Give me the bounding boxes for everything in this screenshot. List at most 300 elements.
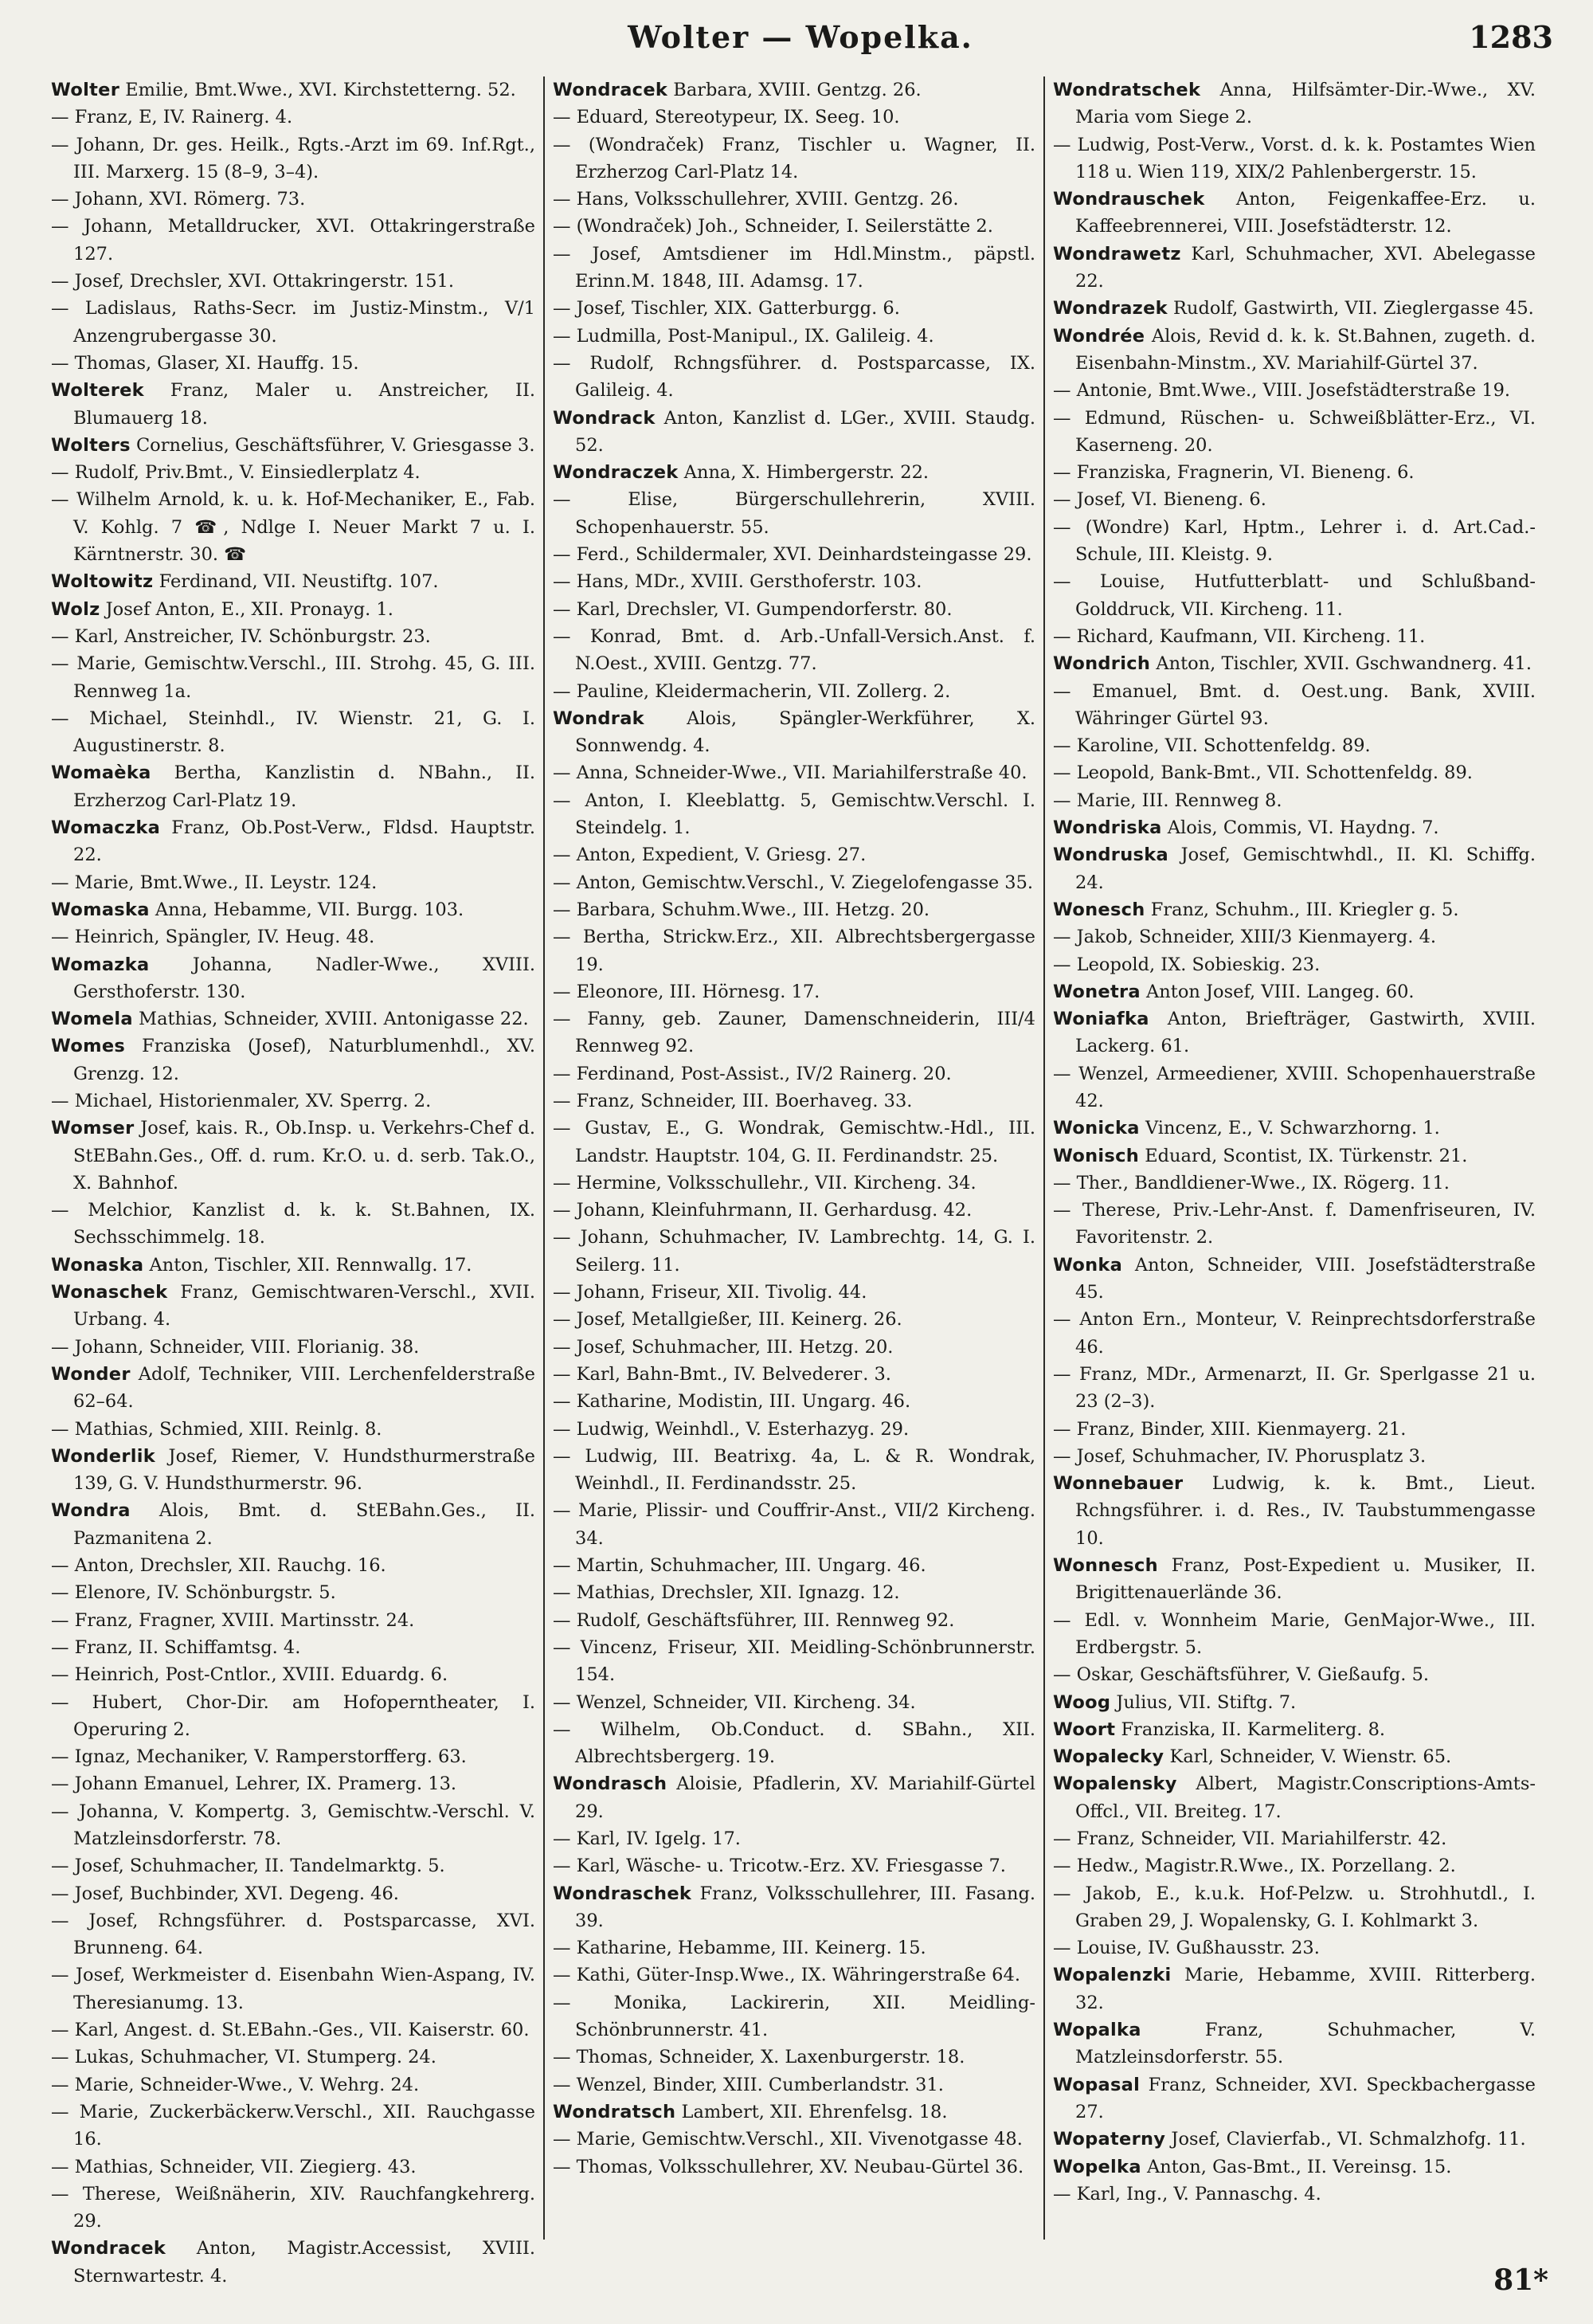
directory-entry — [1053, 2154, 1536, 2181]
directory-entry — [51, 1907, 535, 1962]
entry-text: Mathias, Schneider, XVIII. Antonigasse 22. — [132, 1009, 529, 1030]
entry-text: — Kathi, Güter-Insp.Wwe., IX. Währingerstraße 64. — [553, 1965, 1020, 1986]
entry-text: — Hans, Volksschullehrer, XVIII. Gentzg. 26. — [553, 189, 959, 210]
directory-entry — [553, 978, 1035, 1005]
entry-text: Anton, Briefträger, Gastwirth, XVIII. Lackerg. 61. — [1075, 1009, 1536, 1057]
entry-text: — Franz, Schneider, III. Boerhaveg. 33. — [553, 1090, 913, 1111]
directory-entry — [553, 2071, 1035, 2099]
directory-entry — [51, 1852, 535, 1879]
directory-entry — [553, 405, 1035, 460]
running-head: Wolter — Wopelka. — [628, 19, 973, 55]
entry-text: — Marie, Bmt.Wwe., II. Leystr. 124. — [51, 872, 378, 893]
surname: Wondriska — [1053, 817, 1162, 839]
entry-text: — Johann, Metalldrucker, XVI. Ottakringerstraße 127. — [51, 216, 535, 265]
entry-text: — Franz, II. Schiffamtsg. 4. — [51, 1636, 301, 1658]
directory-entry — [51, 623, 535, 650]
sheet-signature: 81* — [1493, 2263, 1548, 2297]
entry-text: — Johann, Friseur, XII. Tivolig. 44. — [553, 1282, 867, 1303]
directory-entry — [1053, 787, 1536, 814]
directory-entry — [553, 1088, 1035, 1115]
entry-text: — Karoline, VII. Schottenfeldg. 89. — [1053, 735, 1371, 757]
directory-entry — [1053, 295, 1536, 322]
entry-text: — Eduard, Stereotypeur, IX. Seeg. 10. — [553, 107, 900, 128]
surname: Wondrich — [1053, 653, 1151, 675]
entry-text: Albert, Magistr.Conscriptions-Amts-Offcl., VII. Breiteg. 17. — [1075, 1773, 1536, 1822]
directory-entry — [553, 1961, 1035, 1989]
directory-entry — [1053, 1252, 1536, 1307]
directory-entry — [1053, 2016, 1536, 2071]
page-number: 1283 — [1469, 19, 1553, 55]
directory-entry — [51, 2154, 535, 2181]
directory-entry — [1053, 1934, 1536, 1961]
entry-text: — Marie, Zuckerbäckerw.Verschl., XII. Rauchgasse 16. — [51, 2101, 535, 2150]
column-2 — [543, 76, 1043, 2240]
entry-text: Josef, Riemer, V. Hundsthurmerstraße 139, G. V. Hundsthurmerstr. 96. — [73, 1445, 535, 1495]
directory-entry — [553, 1306, 1035, 1333]
surname: Wondrasch — [553, 1773, 667, 1795]
entry-text: — Vincenz, Friseur, XII. Meidling-Schönbrunnerstr. 154. — [553, 1636, 1035, 1686]
directory-entry — [51, 2235, 535, 2290]
entry-text: — Josef, Metallgießer, III. Keinerg. 26. — [553, 1309, 902, 1331]
directory-entry — [1053, 759, 1536, 786]
directory-entry — [553, 1279, 1035, 1306]
entry-text: — Mathias, Schmied, XIII. Reinlg. 8. — [51, 1418, 382, 1440]
directory-entry — [51, 2099, 535, 2154]
entry-text: — Ludwig, Weinhdl., V. Esterhazyg. 29. — [553, 1418, 910, 1440]
entry-text: Anton, Magistr.Accessist, XVIII. Sternwartestr. 4. — [73, 2238, 535, 2287]
directory-entry — [1053, 1361, 1536, 1416]
entry-text: — Josef, Schuhmacher, III. Hetzg. 20. — [553, 1336, 894, 1358]
entry-text: Anton, Schneider, VIII. Josefstädterstraße 45. — [1075, 1254, 1536, 1303]
entry-text: — Ther., Bandldiener-Wwe., IX. Rögerg. 11. — [1053, 1172, 1450, 1193]
directory-entry — [51, 1497, 535, 1552]
entry-text: — Karl, Wäsche- u. Tricotw.-Erz. XV. Friesgasse 7. — [553, 1856, 1006, 1877]
directory-entry — [553, 678, 1035, 705]
entry-text: — Johann, Kleinfuhrmann, II. Gerhardusg. 42. — [553, 1200, 973, 1221]
directory-entry — [51, 1961, 535, 2016]
entry-text: Alois, Spängler-Werkführer, X. Sonnwendg. 4. — [575, 707, 1035, 757]
directory-entry — [553, 295, 1035, 322]
directory-entry — [51, 814, 535, 869]
entry-text: — Rudolf, Rchngsführer. d. Postsparcasse, IX. Galileig. 4. — [553, 352, 1035, 402]
directory-entry — [553, 1634, 1035, 1689]
surname: Wondrée — [1053, 325, 1145, 347]
entry-text: Bertha, Kanzlistin d. NBahn., II. Erzherzog Carl-Platz 19. — [73, 762, 535, 811]
entry-text: — Michael, Steinhdl., IV. Wienstr. 21, G. I. Augustinerstr. 8. — [51, 707, 535, 757]
surname: Wonetra — [1053, 981, 1141, 1002]
surname: Wolterek — [51, 380, 144, 402]
directory-entry — [51, 1416, 535, 1443]
surname: Womaèka — [51, 762, 151, 784]
directory-entry — [51, 596, 535, 623]
surname: Wondrack — [553, 407, 656, 429]
entry-text: — Elenore, IV. Schönburgstr. 5. — [51, 1582, 336, 1604]
entry-text: — Bertha, Strickw.Erz., XII. Albrechtsbergergasse 19. — [553, 927, 1035, 975]
entry-text: — Katharine, Modistin, III. Ungarg. 46. — [553, 1391, 911, 1413]
entry-text: — Franz, MDr., Armenarzt, II. Gr. Sperlgasse 21 u. 23 (2–3). — [1053, 1363, 1536, 1413]
entry-text: — Josef, Buchbinder, XVI. Degeng. 46. — [51, 1883, 399, 1904]
directory-entry — [553, 1443, 1035, 1498]
entry-text: — Barbara, Schuhm.Wwe., III. Hetzg. 20. — [553, 899, 930, 920]
entry-text: — Jakob, Schneider, XIII/3 Kienmayerg. 4. — [1053, 927, 1437, 948]
entry-text: — Rudolf, Geschäftsführer, III. Rennweg 92. — [553, 1609, 955, 1631]
directory-entry — [553, 486, 1035, 541]
entry-text: — Hedw., Magistr.R.Wwe., IX. Porzellang. 2. — [1053, 1856, 1456, 1877]
surname: Wopalensky — [1053, 1773, 1177, 1795]
directory-entry — [51, 350, 535, 377]
entry-text: Vincenz, E., V. Schwarzhorng. 1. — [1139, 1118, 1440, 1139]
entry-text: — Melchior, Kanzlist d. k. k. St.Bahnen, IX. Sechsschimmelg. 18. — [51, 1200, 535, 1248]
entry-text: Rudolf, Gastwirth, VII. Zieglergasse 45. — [1167, 298, 1534, 319]
entry-text: Anna, Hebamme, VII. Burgg. 103. — [149, 899, 464, 920]
directory-entry — [51, 759, 535, 814]
entry-text: — Hans, MDr., XVIII. Gersthoferstr. 103. — [553, 571, 922, 593]
directory-entry — [553, 841, 1035, 868]
directory-entry — [51, 1579, 535, 1606]
entry-text: — Martin, Schuhmacher, III. Ungarg. 46. — [553, 1555, 926, 1577]
directory-entry — [553, 1607, 1035, 1634]
entry-text: — (Wondraček) Joh., Schneider, I. Seilerstätte 2. — [553, 216, 993, 237]
entry-text: Alois, Bmt. d. StEBahn.Ges., II. Pazmanitena 2. — [73, 1500, 535, 1549]
directory-entry — [51, 268, 535, 295]
directory-entry — [1053, 1197, 1536, 1252]
surname: Woltowitz — [51, 571, 154, 593]
entry-text: — (Wondre) Karl, Hptm., Lehrer i. d. Art.Cad.-Schule, III. Kleistg. 9. — [1053, 516, 1536, 566]
directory-entry — [553, 186, 1035, 213]
entry-text: — Karl, Anstreicher, IV. Schönburgstr. 23. — [51, 625, 431, 647]
entry-text: — Wilhelm Arnold, k. u. k. Hof-Mechaniker, E., Fab. V. Kohlg. 7 ☎, Ndlge I. Neuer Markt 7 u. I. Kärntnerstr. 30. ☎ — [51, 489, 535, 566]
entry-text: — Josef, Werkmeister d. Eisenbahn Wien-Aspang, IV. Theresianumg. 13. — [51, 1965, 535, 2013]
entry-text: — Ludwig, Post-Verw., Vorst. d. k. k. Postamtes Wien 118 u. Wien 119, XIX/2 Pahlenbergerstr. 15. — [1053, 134, 1536, 182]
surname: Wondratsch — [553, 2101, 676, 2122]
surname: Wopelka — [1053, 2156, 1141, 2177]
directory-entry — [51, 1443, 535, 1498]
directory-entry — [553, 1060, 1035, 1088]
directory-entry — [51, 1361, 535, 1416]
directory-entry — [553, 459, 1035, 486]
entry-text: Franz, Maler u. Anstreicher, II. Blumauerg 18. — [73, 380, 535, 429]
directory-entry — [553, 131, 1035, 186]
entry-text: Karl, Schuhmacher, XVI. Abelegasse 22. — [1075, 243, 1536, 292]
entry-text: — Hubert, Chor-Dir. am Hofoperntheater, I. Operuring 2. — [51, 1691, 535, 1740]
directory-entry — [553, 2126, 1035, 2153]
directory-entry — [51, 186, 535, 213]
directory-entry — [553, 1770, 1035, 1825]
surname: Wonnesch — [1053, 1555, 1158, 1577]
surname: Woniafka — [1053, 1009, 1149, 1030]
surname: Wondraczek — [553, 462, 679, 484]
directory-entry — [553, 1361, 1035, 1388]
directory-entry — [553, 1934, 1035, 1961]
surname: Wonaschek — [51, 1282, 168, 1303]
entry-text: Aloisie, Pfadlerin, XV. Mariahilf-Gürtel 29. — [575, 1773, 1035, 1822]
directory-entry — [553, 869, 1035, 896]
entry-text: — Jakob, E., k.u.k. Hof-Pelzw. u. Strohhutdl., I. Graben 29, J. Wopalensky, G. I. Kohlmarkt 3. — [1053, 1883, 1536, 1931]
directory-entry — [51, 869, 535, 896]
surname: Wondruska — [1053, 845, 1168, 866]
directory-entry — [553, 2154, 1035, 2181]
entry-text: — Leopold, IX. Sobieskig. 23. — [1053, 954, 1321, 975]
entry-text: — Konrad, Bmt. d. Arb.-Unfall-Versich.Anst. f. N.Oest., XVIII. Gentzg. 77. — [553, 625, 1035, 675]
directory-entry — [553, 1880, 1035, 1935]
entry-text: — Karl, Ing., V. Pannaschg. 4. — [1053, 2183, 1321, 2204]
directory-entry — [51, 213, 535, 268]
surname: Wondratschek — [1053, 80, 1201, 100]
surname: Wopalecky — [1053, 1746, 1164, 1768]
directory-entry — [51, 377, 535, 432]
directory-entry — [1053, 1770, 1536, 1825]
entry-text: — Therese, Weißnäherin, XIV. Rauchfangkehrerg. 29. — [51, 2183, 535, 2232]
directory-entry — [553, 759, 1035, 786]
entry-text: Anton, Gas-Bmt., II. Vereinsg. 15. — [1141, 2156, 1452, 2177]
entry-text: — Thomas, Schneider, X. Laxenburgerstr. 18. — [553, 2047, 965, 2068]
directory-entry — [1053, 186, 1536, 241]
entry-text: — Marie, Gemischtw.Verschl., III. Strohg. 45, G. III. Rennweg 1a. — [51, 653, 535, 702]
entry-text: — Ignaz, Mechaniker, V. Ramperstorfferg. 63. — [51, 1746, 467, 1768]
directory-entry — [1053, 1552, 1536, 1607]
entry-text: — Franz, Binder, XIII. Kienmayerg. 21. — [1053, 1418, 1407, 1440]
directory-entry — [51, 705, 535, 760]
directory-entry — [1053, 1961, 1536, 2016]
directory-entry — [51, 76, 535, 104]
entry-text: — Ferdinand, Post-Assist., IV/2 Rainerg. 20. — [553, 1063, 952, 1084]
entry-text: — Fanny, geb. Zauner, Damenschneiderin, III/4 Rennweg 92. — [553, 1009, 1035, 1057]
surname: Womes — [51, 1036, 126, 1057]
directory-entry — [51, 1279, 535, 1334]
entry-text: — Karl, Bahn-Bmt., IV. Belvederег. 3. — [553, 1363, 891, 1385]
entry-text: — Josef, Tischler, XIX. Gatterburgg. 6. — [553, 298, 900, 319]
entry-text: — Wenzel, Schneider, VII. Kircheng. 34. — [553, 1691, 916, 1713]
surname: Wopaterny — [1053, 2129, 1166, 2150]
entry-text: — Katharine, Hebamme, III. Keinerg. 15. — [553, 1938, 926, 1959]
entry-text: Anton, Kanzlist d. LGer., XVIII. Staudg. 52. — [575, 407, 1035, 456]
page-header — [48, 8, 1553, 72]
surname: Wondrazek — [1053, 298, 1168, 319]
surname: Wondracek — [51, 2238, 166, 2259]
surname: Wonka — [1053, 1254, 1123, 1276]
entry-text: — Josef, Schuhmacher, II. Tandelmarktg. 5. — [51, 1856, 445, 1877]
surname: Womaska — [51, 899, 150, 920]
directory-entry — [51, 1880, 535, 1907]
directory-entry — [1053, 76, 1536, 131]
surname: Womser — [51, 1118, 135, 1139]
directory-entry — [1053, 514, 1536, 569]
entry-text: — Thomas, Glaser, XI. Hauffg. 15. — [51, 352, 359, 374]
directory-entry — [51, 568, 535, 595]
entry-text: — Josef, Schuhmacher, IV. Phorusplatz 3. — [1053, 1445, 1427, 1467]
entry-text: Josef Anton, E., XII. Pronayg. 1. — [100, 598, 393, 620]
entry-text: — Johann, Dr. ges. Heilk., Rgts.-Arzt im 69. Inf.Rgt., III. Marxerg. 15 (8–9, 3–4). — [51, 134, 535, 182]
entry-text: Johanna, Nadler-Wwe., XVIII. Gersthoferstr. 130. — [73, 954, 535, 1002]
entry-text: Julius, VII. Stiftg. 7. — [1110, 1691, 1297, 1713]
entry-text: Alois, Revid d. k. k. St.Bahnen, zugeth. d. Eisenbahn-Minstm., XV. Mariahilf-Gürtel 37. — [1075, 325, 1536, 374]
entry-text: — Josef, Rchngsführer. d. Postsparcasse, XVI. Brunneng. 64. — [51, 1910, 535, 1959]
directory-entry — [1053, 623, 1536, 650]
directory-entry — [553, 568, 1035, 595]
surname: Woog — [1053, 1691, 1111, 1713]
directory-entry — [51, 2044, 535, 2071]
directory-entry — [1053, 1852, 1536, 1879]
entry-text: — Josef, Amtsdiener im Hdl.Minstm., päpstl. Erinn.M. 1848, III. Adamsg. 17. — [553, 243, 1035, 292]
entry-text: — Marie, III. Rennweg 8. — [1053, 790, 1282, 811]
directory-entry — [553, 596, 1035, 623]
directory-entry — [51, 1115, 535, 1197]
directory-entry — [1053, 2071, 1536, 2126]
entry-text: Franz, Schneider, XVI. Speckbachergasse 27. — [1075, 2074, 1536, 2122]
directory-entry — [553, 323, 1035, 350]
entry-text: — Mathias, Drechsler, XII. Ignazg. 12. — [553, 1582, 900, 1604]
directory-entry — [553, 350, 1035, 405]
entry-text: — Anton, Expedient, V. Griesg. 27. — [553, 845, 867, 866]
surname: Wondrawetz — [1053, 243, 1181, 265]
directory-entry — [51, 486, 535, 568]
entry-text: Franz, Ob.Post-Verw., Fldsd. Hauptstr. 22. — [73, 817, 535, 866]
entry-text: — Emanuel, Bmt. d. Oest.ung. Bank, XVIII. Währinger Gürtel 93. — [1053, 680, 1536, 729]
entry-text: — Anton, I. Kleeblattg. 5, Gemischtw.Verschl. I. Steindelg. 1. — [553, 790, 1035, 839]
directory-entry — [1053, 1825, 1536, 1852]
entry-text: Anna, Hilfsämter-Dir.-Wwe., XV. Maria vom Siege 2. — [1075, 80, 1536, 128]
entry-text: Alois, Commis, VI. Haydng. 7. — [1161, 817, 1439, 839]
directory-entry — [553, 1852, 1035, 1879]
directory-entry — [51, 1798, 535, 1853]
directory-entry — [51, 1689, 535, 1744]
directory-entry — [51, 1552, 535, 1579]
directory-entry — [1053, 814, 1536, 841]
entry-text: — Johann, Schneider, VIII. Florianig. 38. — [51, 1336, 420, 1358]
entry-text: Ferdinand, VII. Neustiftg. 107. — [153, 571, 439, 593]
directory-entry — [51, 951, 535, 1006]
entry-text: Anton Josef, VIII. Langeg. 60. — [1140, 981, 1415, 1002]
directory-entry — [51, 2071, 535, 2099]
entry-text: Cornelius, Geschäftsführer, V. Griesgasse 3. — [130, 434, 535, 456]
directory-entry — [553, 896, 1035, 923]
entry-text: — Wenzel, Armeediener, XVIII. Schopenhauerstraße 42. — [1053, 1063, 1536, 1111]
column-1 — [43, 76, 543, 2287]
entry-text: Franz, Gemischtwaren-Verschl., XVII. Urbang. 4. — [73, 1282, 535, 1331]
directory-entry — [51, 2016, 535, 2044]
directory-entry — [51, 1661, 535, 1688]
directory-entry — [553, 1689, 1035, 1716]
surname: Womazka — [51, 954, 150, 975]
entry-text: — Pauline, Kleidermacherin, VII. Zollerg. 2. — [553, 680, 951, 702]
directory-entry — [553, 1224, 1035, 1279]
directory-entry — [1053, 896, 1536, 923]
entry-text: — Wenzel, Binder, XIII. Cumberlandstr. 31. — [553, 2074, 944, 2095]
entry-text: — Anton, Drechsler, XII. Rauchg. 16. — [51, 1555, 386, 1577]
entry-text: — Lukas, Schuhmacher, VI. Stumperg. 24. — [51, 2047, 436, 2068]
directory-entry — [51, 2181, 535, 2236]
directory-entry — [553, 541, 1035, 568]
directory-entry — [51, 131, 535, 186]
directory-entry — [1053, 1443, 1536, 1470]
directory-entry — [1053, 323, 1536, 378]
entry-text: — Johanna, V. Kompertg. 3, Gemischtw.-Verschl. V. Matzleinsdorferstr. 78. — [51, 1801, 535, 1849]
directory-entry — [51, 1334, 535, 1361]
directory-entry — [553, 1197, 1035, 1224]
entry-text: — Ferd., Schildermaler, XVI. Deinhardsteingasse 29. — [553, 544, 1032, 566]
directory-entry — [1053, 1880, 1536, 1935]
directory-entry — [51, 1770, 535, 1797]
directory-entry — [1053, 732, 1536, 759]
entry-text: — Louise, IV. Gußhausstr. 23. — [1053, 1938, 1320, 1959]
directory-entry — [1053, 241, 1536, 296]
directory-entry — [1053, 459, 1536, 486]
directory-entry — [553, 2099, 1035, 2126]
entry-text: — Richard, Kaufmann, VII. Kircheng. 11. — [1053, 625, 1426, 647]
directory-entry — [553, 1388, 1035, 1415]
directory-entry — [1053, 377, 1536, 404]
directory-entry — [51, 459, 535, 486]
entry-text: — Josef, VI. Bieneng. 6. — [1053, 489, 1266, 511]
directory-entry — [553, 787, 1035, 842]
surname: Wolz — [51, 598, 100, 620]
directory-entry — [51, 432, 535, 459]
surname: Wonderlik — [51, 1445, 156, 1467]
directory-entry — [1053, 1060, 1536, 1115]
entry-text: Franziska (Josef), Naturblumenhdl., XV. Grenzg. 12. — [73, 1036, 535, 1084]
entry-text: — Ludmilla, Post-Manipul., IX. Galileig. 4. — [553, 325, 934, 347]
directory-entry — [1053, 1142, 1536, 1170]
directory-entry — [1053, 1470, 1536, 1552]
entry-text: — Marie, Plissir- und Couffrir-Anst., VII/2 Kircheng. 34. — [553, 1500, 1035, 1549]
entry-text: Franz, Volksschullehrer, III. Fasang. 39. — [575, 1883, 1035, 1931]
column-3 — [1043, 76, 1544, 2240]
directory-entry — [1053, 1306, 1536, 1361]
entry-text: — Oskar, Geschäftsführer, V. Gießaufg. 5. — [1053, 1664, 1430, 1686]
entry-text: — Ludwig, III. Beatrixg. 4a, L. & R. Wondrak, Weinhdl., II. Ferdinandsstr. 25. — [553, 1445, 1035, 1495]
directory-entry — [553, 1579, 1035, 1606]
surname: Wopasal — [1053, 2074, 1141, 2095]
entry-text: — Franziska, Fragnerin, VI. Bieneng. 6. — [1053, 462, 1415, 484]
entry-text: — Ladislaus, Raths-Secr. im Justiz-Minstm., V/1 Anzengrubergasse 30. — [51, 298, 535, 347]
surname: Wondrauschek — [1053, 189, 1205, 210]
directory-entry — [553, 1005, 1035, 1060]
entry-text: — Mathias, Schneider, VII. Ziegierg. 43. — [51, 2156, 417, 2177]
directory-entry — [51, 295, 535, 350]
surname: Wondracek — [553, 80, 668, 100]
entry-text: Franz, Schuhm., III. Kriegler g. 5. — [1145, 899, 1459, 920]
directory-entry — [51, 1607, 535, 1634]
entry-text: Josef, Gemischtwhdl., II. Kl. Schiffg. 24. — [1075, 845, 1536, 893]
entry-text: Barbara, XVIII. Gentzg. 26. — [667, 80, 922, 100]
directory-entry — [553, 1416, 1035, 1443]
entry-text: Josef, Clavierfab., VI. Schmalzhofg. 11. — [1165, 2129, 1526, 2150]
surname: Wopalka — [1053, 2020, 1141, 2041]
surname: Woort — [1053, 1719, 1116, 1740]
entry-text: Karl, Schneider, V. Wienstr. 65. — [1164, 1746, 1452, 1768]
entry-text: — (Wondraček) Franz, Tischler u. Wagner, II. Erzherzog Carl-Platz 14. — [553, 134, 1035, 182]
directory-entry — [553, 104, 1035, 131]
surname: Wopalenzki — [1053, 1965, 1172, 1986]
entry-text: — Louise, Hutfutterblatt- und Schlußband-Golddruck, VII. Kircheng. 11. — [1053, 571, 1536, 620]
directory-entry — [1053, 1743, 1536, 1770]
directory-entry — [553, 241, 1035, 296]
directory-entry — [553, 1170, 1035, 1197]
entry-text: Anton, Feigenkaffee-Erz. u. Kaffeebrennerei, VIII. Josefstädterstr. 12. — [1075, 189, 1536, 237]
entry-text: — Anton Ern., Monteur, V. Reinprechtsdorferstraße 46. — [1053, 1309, 1536, 1358]
directory-entry — [51, 1005, 535, 1033]
entry-text: — Franz, Schneider, VII. Mariahilferstr. 42. — [1053, 1828, 1447, 1849]
directory-entry — [553, 1716, 1035, 1771]
directory-entry — [1053, 650, 1536, 677]
directory-entry — [1053, 1005, 1536, 1060]
directory-entry — [553, 1825, 1035, 1852]
surname: Wonisch — [1053, 1145, 1140, 1166]
directory-entry — [51, 1252, 535, 1279]
entry-text: Anton, Tischler, XVII. Gschwandnerg. 41. — [1150, 653, 1532, 675]
directory-entry — [1053, 978, 1536, 1005]
directory-entry — [1053, 923, 1536, 950]
